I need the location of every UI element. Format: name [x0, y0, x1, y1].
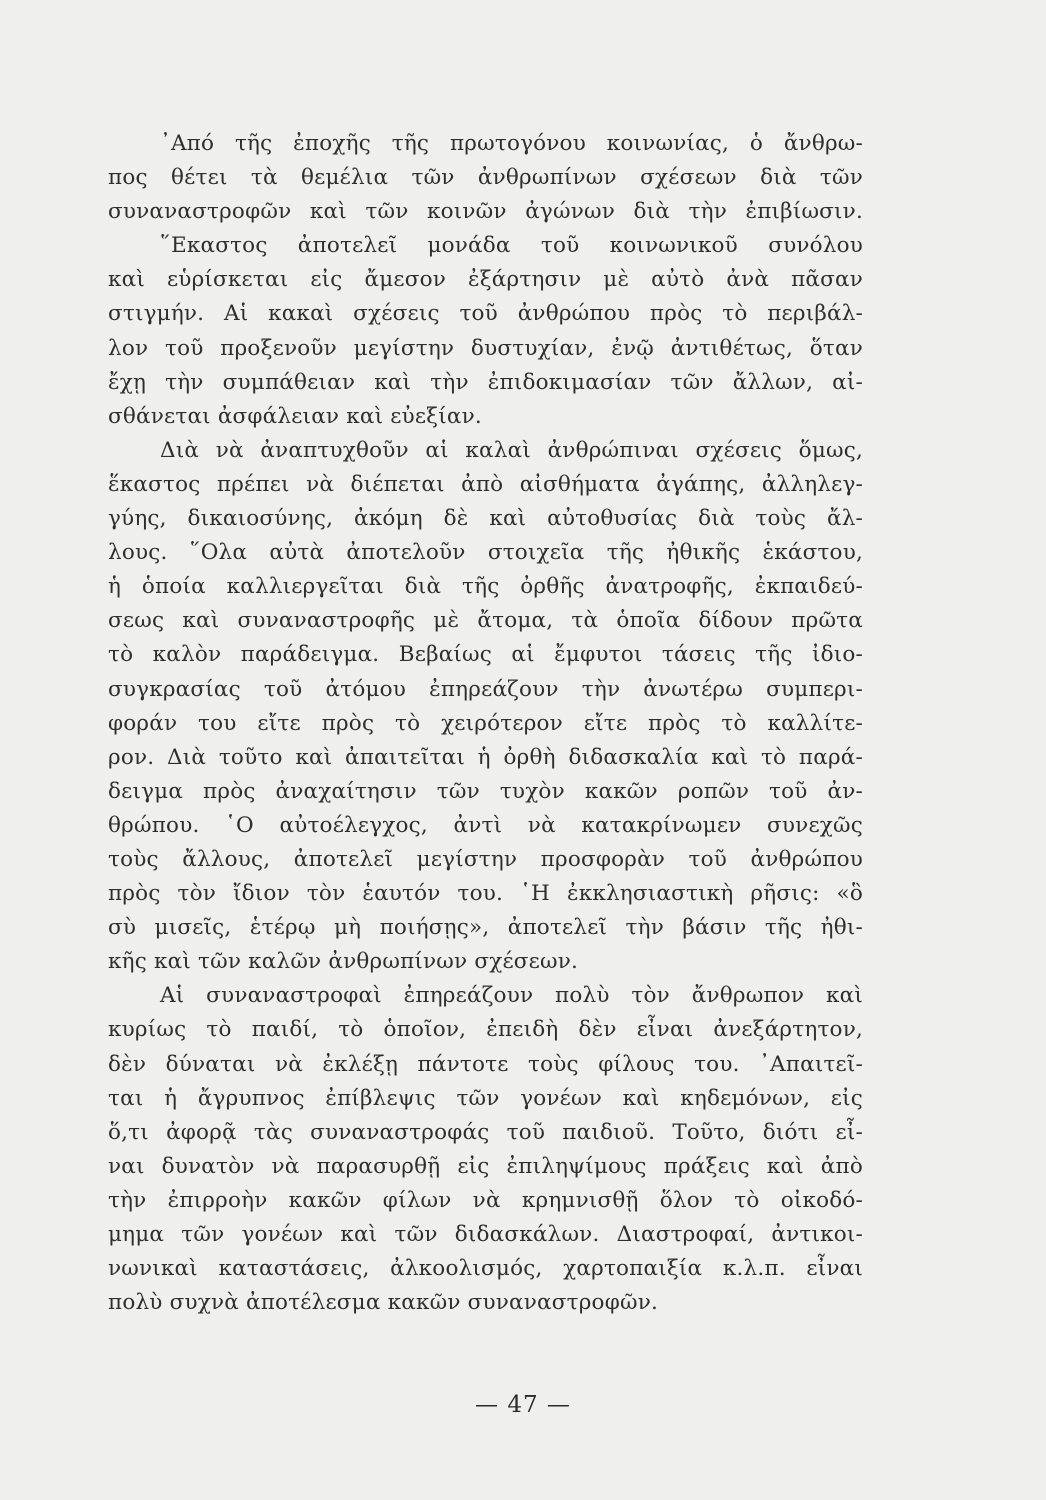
- text-line: ἕκαστος πρέπει νὰ διέπεται ἀπὸ αἰσθήματα ἀγάπης, ἀλληλεγ-: [108, 471, 863, 497]
- text-line: ναι δυνατὸν νὰ παρασυρθῇ εἰς ἐπιληψίμους πράξεις καὶ ἀπὸ: [108, 1153, 863, 1179]
- text-line: πολὺ συχνὰ ἀποτέλεσμα κακῶν συναναστροφῶν.: [108, 1290, 658, 1316]
- text-line: σθάνεται ἀσφάλειαν καὶ εὐεξίαν.: [108, 403, 482, 429]
- text-line: ρον. Διὰ τοῦτο καὶ ἀπαιτεῖται ἡ ὀρθὴ διδασκαλία καὶ τὸ παρά-: [108, 744, 863, 770]
- text-line: Αἱ συναναστροφαὶ ἐπηρεάζουν πολὺ τὸν ἄνθρωπον καὶ: [160, 983, 863, 1009]
- text-line: ῞Εκαστος ἀποτελεῖ μονάδα τοῦ κοινωνικοῦ συνόλου: [160, 233, 863, 259]
- text-line: συγκρασίας τοῦ ἀτόμου ἐπηρεάζουν τὴν ἀνωτέρω συμπερι-: [108, 676, 863, 702]
- text-line: τὴν ἐπιρροὴν κακῶν φίλων νὰ κρημνισθῇ ὅλον τὸ οἰκοδό-: [108, 1187, 863, 1213]
- text-line: πος θέτει τὰ θεμέλια τῶν ἀνθρωπίνων σχέσεων διὰ τῶν: [108, 165, 863, 191]
- text-line: νωνικαὶ καταστάσεις, ἀλκοολισμός, χαρτοπαιξία κ.λ.π. εἶναι: [108, 1256, 863, 1282]
- text-line: ἡ ὁποία καλλιεργεῖται διὰ τῆς ὀρθῆς ἀνατροφῆς, ἐκπαιδεύ-: [108, 574, 863, 600]
- text-line: ται ἡ ἄγρυπνος ἐπίβλεψις τῶν γονέων καὶ κηδεμόνων, εἰς: [108, 1085, 863, 1111]
- text-line: λον τοῦ προξενοῦν μεγίστην δυστυχίαν, ἐνῷ ἀντιθέτως, ὅταν: [108, 335, 863, 361]
- text-line: ὅ,τι ἀφορᾷ τὰς συναναστροφάς τοῦ παιδιοῦ. Τοῦτο, διότι εἶ-: [108, 1119, 863, 1145]
- text-line: στιγμήν. Αἱ κακαὶ σχέσεις τοῦ ἀνθρώπου πρὸς τὸ περιβάλ-: [108, 301, 863, 327]
- text-line: γύης, δικαιοσύνης, ἀκόμη δὲ καὶ αὐτοθυσίας διὰ τοὺς ἄλ-: [108, 506, 863, 532]
- text-line: Διὰ νὰ ἀναπτυχθοῦν αἱ καλαὶ ἀνθρώπιναι σχέσεις ὅμως,: [160, 437, 863, 463]
- text-line: ᾿Από τῆς ἐποχῆς τῆς πρωτογόνου κοινωνίας, ὁ ἄνθρω-: [160, 131, 863, 156]
- text-line: δειγμα πρὸς ἀναχαίτησιν τῶν τυχὸν κακῶν ροπῶν τοῦ ἀν-: [108, 778, 863, 804]
- text-line: κῆς καὶ τῶν καλῶν ἀνθρωπίνων σχέσεων.: [108, 949, 579, 975]
- text-line: δὲν δύναται νὰ ἐκλέξῃ πάντοτε τοὺς φίλους του. ᾿Απαιτεῖ-: [108, 1051, 863, 1077]
- text-line: καὶ εὑρίσκεται εἰς ἄμεσον ἐξάρτησιν μὲ αὐτὸ ἀνὰ πᾶσαν: [108, 267, 863, 293]
- text-line: σὺ μισεῖς, ἑτέρῳ μὴ ποιήσῃς», ἀποτελεῖ τὴν βάσιν τῆς ἠθι-: [108, 915, 863, 941]
- body-text: [108, 127, 863, 1320]
- text-line: λους. ῞Ολα αὐτὰ ἀποτελοῦν στοιχεῖα τῆς ἠθικῆς ἑκάστου,: [108, 540, 863, 566]
- text-line: φοράν του εἴτε πρὸς τὸ χειρότερον εἴτε πρὸς τὸ καλλίτε-: [108, 710, 863, 736]
- text-line: σεως καὶ συναναστροφῆς μὲ ἄτομα, τὰ ὁποῖα δίδουν πρῶτα: [108, 608, 863, 634]
- text-line: κυρίως τὸ παιδί, τὸ ὁποῖον, ἐπειδὴ δὲν εἶναι ἀνεξάρτητον,: [108, 1017, 863, 1043]
- text-line: συναναστροφῶν καὶ τῶν κοινῶν ἀγώνων διὰ τὴν ἐπιβίωσιν.: [108, 199, 863, 225]
- text-line: ἔχῃ τὴν συμπάθειαν καὶ τὴν ἐπιδοκιμασίαν τῶν ἄλλων, αἰ-: [108, 369, 863, 395]
- text-line: θρώπου. ῾Ο αὐτοέλεγχος, ἀντὶ νὰ κατακρίνωμεν συνεχῶς: [108, 812, 863, 838]
- text-line: τοὺς ἄλλους, ἀποτελεῖ μεγίστην προσφορὰν τοῦ ἀνθρώπου: [108, 846, 863, 872]
- text-line: πρὸς τὸν ἴδιον τὸν ἑαυτόν του. ῾Η ἐκκλησιαστικὴ ρῆσις: «ὃ: [108, 881, 863, 907]
- text-line: τὸ καλὸν παράδειγμα. Βεβαίως αἱ ἔμφυτοι τάσεις τῆς ἰδιο-: [108, 642, 863, 668]
- text-line: μημα τῶν γονέων καὶ τῶν διδασκάλων. Διαστροφαί, ἀντικοι-: [108, 1222, 863, 1247]
- page-number: — 47 —: [475, 1392, 571, 1418]
